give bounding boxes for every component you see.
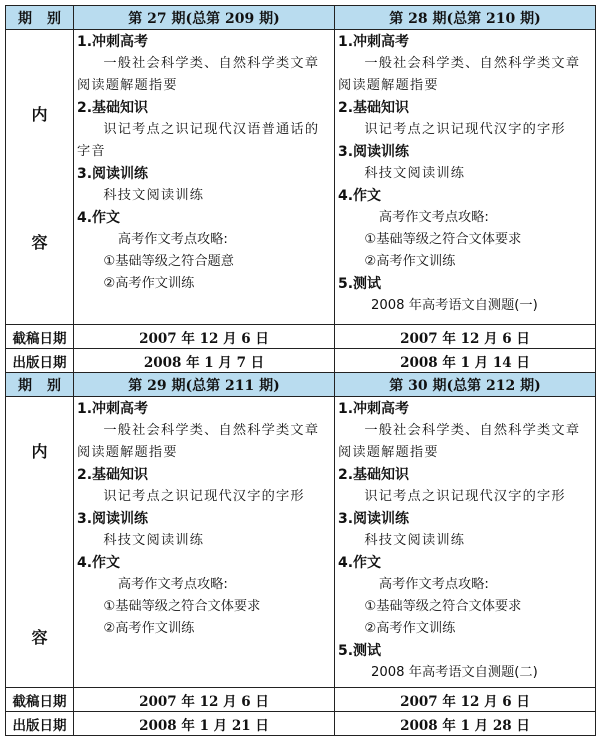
section-text: ②高考作文训练 (103, 276, 195, 291)
section-title: 3.阅读训练 (338, 144, 410, 160)
content-row (6, 30, 596, 325)
publish-label: 出版日期 (6, 349, 74, 373)
section-title: 2.基础知识 (338, 467, 410, 483)
section-text: 识记考点之识记现代汉字的字形 (364, 489, 566, 504)
deadline-label: 截稿日期 (6, 325, 74, 349)
section-text: ①基础等级之符合文体要求 (103, 599, 261, 614)
section-title: 1.冲刺高考 (77, 34, 149, 50)
section-text: ②高考作文训练 (103, 621, 195, 636)
issue-30-header: 第 30 期(总第 212 期) (335, 373, 596, 397)
section-text: 高考作文考点攻略: (117, 577, 228, 592)
section-text: 科技文阅读训练 (364, 166, 466, 181)
section-text: 科技文阅读训练 (364, 533, 466, 548)
section-title: 3.阅读训练 (77, 166, 149, 182)
section-text: ②高考作文训练 (364, 254, 456, 269)
content-row (6, 397, 596, 688)
section-title: 2.基础知识 (338, 100, 410, 116)
section-title: 2.基础知识 (77, 467, 149, 483)
issue-28-content (335, 30, 596, 325)
content-label-char-1: 内 (31, 442, 48, 461)
section-title: 3.阅读训练 (77, 511, 149, 527)
section-text: 科技文阅读训练 (103, 188, 205, 203)
section-title: 4.作文 (77, 210, 121, 226)
issue-28-deadline: 2007 年 12 月 6 日 (335, 325, 596, 349)
issue-29-deadline: 2007 年 12 月 6 日 (74, 688, 335, 712)
issue-29-header: 第 29 期(总第 211 期) (74, 373, 335, 397)
issue-header-row (6, 373, 596, 397)
section-title: 1.冲刺高考 (77, 401, 149, 417)
section-text: 识记考点之识记现代汉语普通话的字音 (77, 122, 320, 159)
section-text: 识记考点之识记现代汉字的字形 (364, 122, 566, 137)
section-title: 5.测试 (338, 643, 382, 659)
issue-schedule-table (5, 5, 596, 736)
content-label-cell (6, 30, 74, 325)
issue-28-header: 第 28 期(总第 210 期) (335, 6, 596, 30)
issue-27-content (74, 30, 335, 325)
publish-label: 出版日期 (6, 712, 74, 736)
section-text: 一般社会科学类、自然科学类文章阅读题解题指要 (338, 56, 581, 93)
issue-27-publish-date: 2008 年 1 月 7 日 (74, 349, 335, 373)
section-text: 科技文阅读训练 (103, 533, 205, 548)
content-label-char-2: 容 (31, 233, 48, 252)
section-title: 4.作文 (338, 555, 382, 571)
section-text: 高考作文考点攻略: (378, 210, 489, 225)
issue-30-deadline: 2007 年 12 月 6 日 (335, 688, 596, 712)
issue-28-publish-date: 2008 年 1 月 14 日 (335, 349, 596, 373)
section-title: 1.冲刺高考 (338, 401, 410, 417)
issue-27-deadline: 2007 年 12 月 6 日 (74, 325, 335, 349)
section-text: 识记考点之识记现代汉字的字形 (103, 489, 305, 504)
section-title: 4.作文 (77, 555, 121, 571)
content-label-cell (6, 397, 74, 688)
section-title: 2.基础知识 (77, 100, 149, 116)
section-text: ①基础等级之符合文体要求 (364, 599, 522, 614)
section-text: ①基础等级之符合题意 (103, 254, 234, 269)
content-label-char-2: 容 (31, 628, 48, 647)
deadline-row (6, 688, 596, 712)
issue-30-publish-date: 2008 年 1 月 28 日 (335, 712, 596, 736)
section-text: 高考作文考点攻略: (378, 577, 489, 592)
section-title: 5.测试 (338, 276, 382, 292)
section-text: 2008 年高考语文自测题(二) (371, 665, 538, 680)
section-text: 一般社会科学类、自然科学类文章阅读题解题指要 (77, 56, 320, 93)
issue-header-row (6, 6, 596, 30)
section-title: 3.阅读训练 (338, 511, 410, 527)
publish-row (6, 349, 596, 373)
section-text: 2008 年高考语文自测题(一) (371, 298, 538, 313)
issue-label-cell: 期 别 (6, 373, 74, 397)
section-title: 4.作文 (338, 188, 382, 204)
content-label-char-1: 内 (31, 105, 48, 124)
deadline-row (6, 325, 596, 349)
section-text: 一般社会科学类、自然科学类文章阅读题解题指要 (77, 423, 320, 460)
deadline-label: 截稿日期 (6, 688, 74, 712)
publish-row (6, 712, 596, 736)
issue-29-content (74, 397, 335, 688)
section-text: 高考作文考点攻略: (117, 232, 228, 247)
issue-29-publish-date: 2008 年 1 月 21 日 (74, 712, 335, 736)
section-text: 一般社会科学类、自然科学类文章阅读题解题指要 (338, 423, 581, 460)
section-text: ①基础等级之符合文体要求 (364, 232, 522, 247)
section-title: 1.冲刺高考 (338, 34, 410, 50)
issue-30-content (335, 397, 596, 688)
section-text: ②高考作文训练 (364, 621, 456, 636)
schedule-sheet (5, 5, 595, 736)
issue-label-cell: 期 别 (6, 6, 74, 30)
issue-27-header: 第 27 期(总第 209 期) (74, 6, 335, 30)
